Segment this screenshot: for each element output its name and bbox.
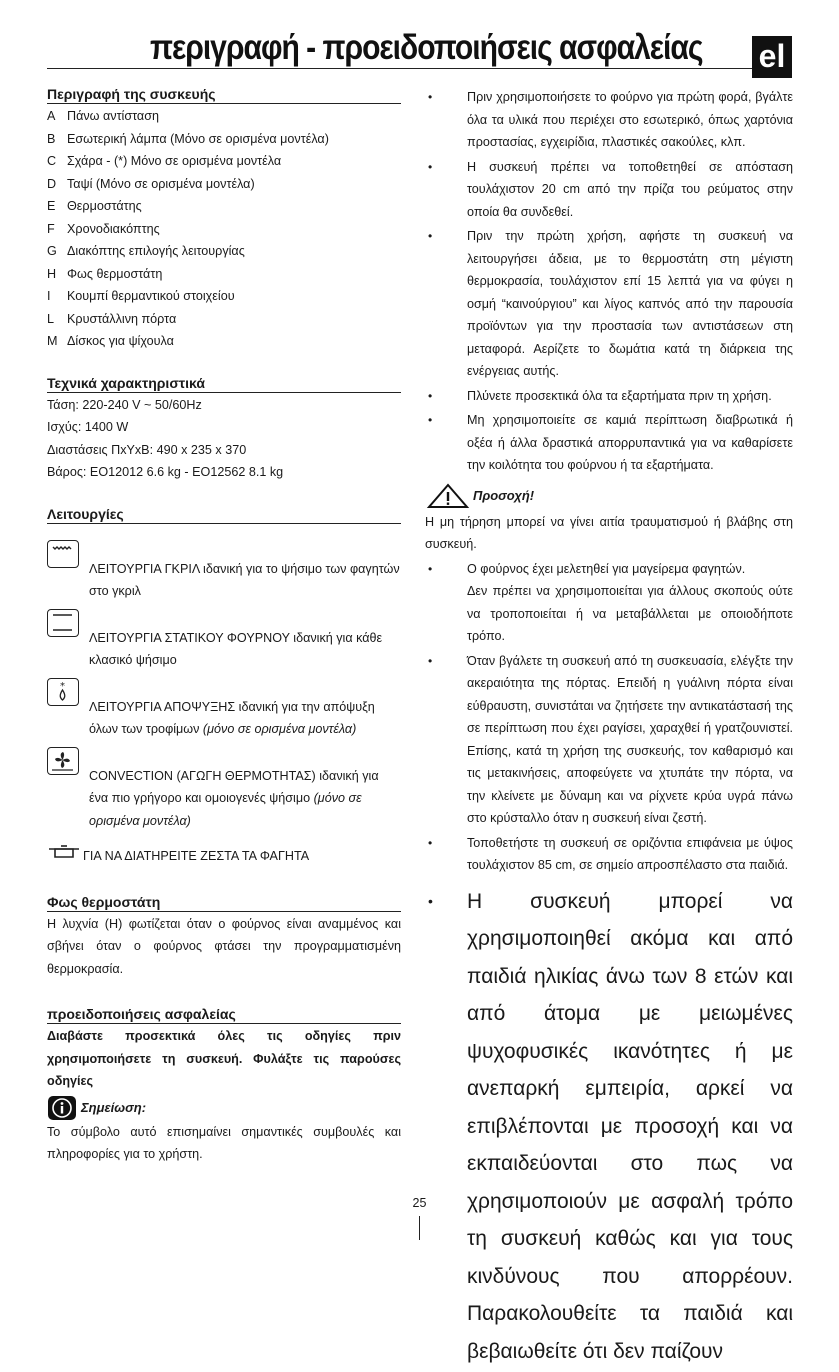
thermostat-light-text: Η λυχνία (H) φωτίζεται όταν ο φούρνος είναι αναμμένος και σβήνει όταν ο φούρνος φτάσει την προγραμματισμένη θερμοκρασία. — [47, 916, 401, 976]
list-item: A Πάνω αντίσταση — [47, 109, 159, 123]
list-item: • Πλύνετε προσεκτικά όλα τα εξαρτήματα πριν τη χρήση. — [425, 385, 793, 408]
note-row — [47, 1095, 401, 1121]
warning-text: Η μη τήρηση μπορεί να γίνει αιτία τραυματισμού ή βλάβης στη συσκευή. — [425, 514, 793, 551]
list-item: • Μη χρησιμοποιείτε σε καμιά περίπτωση διαβρωτικά ή οξέα ή άλλα δραστικά απορρυπαντικά για να καθαρίσετε την κοιλότητα του φούρνου ή τα εξαρτήματα. — [425, 409, 793, 477]
list-item: • Πριν την πρώτη χρήση, αφήστε τη συσκευή να λειτουργήσει άδεια, με το θερμοστάτη στη μέγιστη θερμοκρασία, τουλάχιστον επί 15 λεπτά για να φύγει η οσμή “καινούργιου” και λίγος καπνός από την παρουσία προϊόντων για την προστασία των αντιστάσεων στη μεταφορά. Αερίζετε το δωμάτια κατά τη διάρκεια της ενέργειας αυτής. — [425, 225, 793, 383]
svg-text:*: * — [60, 680, 65, 692]
list-item: • Ο φούρνος έχει μελετηθεί για μαγείρεμα φαγητών. Δεν πρέπει να χρησιμοποιείται για άλλους σκοπούς ούτε να τροποποιείται ή να μεταβάλλεται με οποιοδήποτε τρόπο. — [425, 558, 793, 648]
note-label: Σημείωση: — [81, 1100, 147, 1115]
function-convection: CONVECTION (ΑΓΩΓΗ ΘΕΡΜΟΤΗΤΑΣ) ιδανική για ένα πιο γρήγορο και ομοιογενές ψήσιμο (μόνο σε ορισμένα μοντέλα) — [47, 751, 401, 833]
function-grill: ΛΕΙΤΟΥΡΓΙΑ ΓΚΡΙΛ ιδανική για το ψήσιμο των φαγητών στο γκριλ — [47, 544, 401, 603]
list-item: • Πριν χρησιμοποιήσετε το φούρνο για πρώτη φορά, βγάλτε όλα τα υλικά που περιέχει στο εσωτερικό, όπως χαρτόνια προστασίας, εγχειρίδια, πλαστικές σακούλες, κλπ. — [425, 86, 793, 154]
safety-heading: προειδοποιήσεις ασφαλείας — [47, 1006, 401, 1024]
function-static: ΛΕΙΤΟΥΡΓΙΑ ΣΤΑΤΙΚΟΥ ΦΟΥΡΝΟΥ ιδανική για κάθε κλασικό ψήσιμο — [47, 613, 401, 672]
warning-row — [425, 483, 793, 509]
defrost-icon — [47, 678, 79, 706]
list-item: H Φως θερμοστάτη — [47, 266, 163, 281]
list-item: • Όταν βγάλετε τη συσκευή από τη συσκευασία, ελέγξτε την ακεραιότητα της πόρτας. Επειδή η γυάλινη πόρτα είναι εύθραυστη, συνιστάται να ζητήσετε την αντικατάστασή της σε περίπτωση που έχει ραγίσει, χαραχθεί ή γρατζουνιστεί. Επίσης, κατά τη χρήση της συσκευής, τον καθαρισμό και τις μετακινήσεις, αποφεύγετε να χτυπάτε την πόρτα, να την κλείνετε με δύναμη και να ρίχνετε κρύα υγρά πάνω στο κρύσταλλο όταν η συσκευή είναι ζεστή. — [425, 650, 793, 830]
left-column — [47, 86, 401, 1166]
list-item: F Χρονοδιακόπτης — [47, 221, 160, 236]
convection-fan-icon — [47, 747, 79, 775]
safety-bullets-bottom — [425, 558, 793, 1371]
page-number: 25 — [412, 1196, 427, 1210]
header-rule — [47, 68, 753, 69]
list-item: C Σχάρα - (*) Μόνο σε ορισμένα μοντέλα — [47, 154, 282, 168]
tech-voltage: Τάση: 220-240 V ~ 50/60Hz — [47, 397, 202, 412]
tech-heading: Τεχνικά χαρακτηριστικά — [47, 375, 401, 393]
tech-weight: Βάρος: EO12012 6.6 kg - EO12562 8.1 kg — [47, 465, 284, 479]
parts-list — [47, 105, 401, 353]
keep-warm-pot-icon — [47, 844, 83, 868]
warning-label: Προσοχή! — [473, 488, 535, 503]
list-item: D Ταψί (Μόνο σε ορισμένα μοντέλα) — [47, 176, 255, 191]
list-item: I Κουμπί θερμαντικού στοιχείου — [47, 289, 235, 303]
page-title: περιγραφή - προειδοποιήσεις ασφαλείας — [150, 28, 703, 67]
model-note: (μόνο σε ορισμένα μοντέλα) — [89, 791, 362, 828]
list-item: E Θερμοστάτης — [47, 199, 142, 213]
description-heading: Περιγραφή της συσκευής — [47, 86, 401, 104]
safety-bullets-top — [425, 86, 793, 477]
static-oven-icon — [47, 609, 79, 637]
functions-heading: Λειτουργίες — [47, 506, 401, 524]
list-item: L Κρυστάλλινη πόρτα — [47, 311, 177, 326]
note-text: Το σύμβολο αυτό επισημαίνει σημαντικές συμβουλές και πληροφορίες για το χρήστη. — [47, 1124, 401, 1161]
safety-bold-text: Διαβάστε προσεκτικά όλες τις οδηγίες πριν χρησιμοποιήσετε τη συσκευή. Φυλάξτε τις παρούσες οδηγίες — [47, 1029, 401, 1088]
thermostat-light-heading: Φως θερμοστάτη — [47, 894, 401, 912]
warning-triangle-icon — [425, 483, 473, 509]
right-column — [425, 86, 793, 1372]
list-item: • Η συσκευή πρέπει να τοποθετηθεί σε απόσταση τουλάχιστον 20 cm από την πρίζα του ρεύματος στην οποία θα συνδεθεί. — [425, 156, 793, 224]
function-defrost: * ΛΕΙΤΟΥΡΓΙΑ ΑΠΟΨΥΞΗΣ ιδανική για την απόψυξη όλων των τροφίμων (μόνο σε ορισμένα μοντέλα) — [47, 682, 401, 741]
list-item: B Εσωτερική λάμπα (Μόνο σε ορισμένα μοντέλα) — [47, 131, 329, 146]
footer-rule — [419, 1216, 420, 1240]
list-item: • Τοποθετήστε τη συσκευή σε οριζόντια επιφάνεια με ύψος τουλάχιστον 85 cm, σε σημείο απροσπέλαστο στα παιδιά. — [425, 832, 793, 877]
tech-power: Ισχύς: 1400 W — [47, 420, 129, 434]
function-keep-warm: ΓΙΑ ΝΑ ΔΙΑΤΗΡΕΙΤΕ ΖΕΣΤΑ ΤΑ ΦΑΓΗΤΑ — [47, 844, 401, 868]
children-warning: • Η συσκευή μπορεί να χρησιμοποιηθεί ακόμα και από παιδιά ηλικίας άνω των 8 ετών και από άτομα με μειωμένες ψυχοφυσικές ικανότητες ή με ανεπαρκή εμπειρία, αρκεί να επιβλέπονται με προσοχή και να εκπαιδεύονται στο πως να χρησιμοποιούν με ασφαλή τρόπο τη συσκευή καθώς και για τους κινδύνους που απορρέουν. Παρακολουθείτε τα παιδιά και βεβαιωθείτε ότι δεν παίζουν — [425, 883, 793, 1371]
info-icon — [47, 1095, 77, 1121]
list-item: M Δίσκος για ψίχουλα — [47, 334, 174, 348]
tech-dimensions: Διαστάσεις ΠxΥxΒ: 490 x 235 x 370 — [47, 442, 247, 457]
grill-icon — [47, 540, 79, 568]
list-item: G Διακόπτης επιλογής λειτουργίας — [47, 244, 245, 258]
model-note: (μόνο σε ορισμένα μοντέλα) — [202, 722, 357, 736]
language-badge: el — [752, 36, 792, 78]
